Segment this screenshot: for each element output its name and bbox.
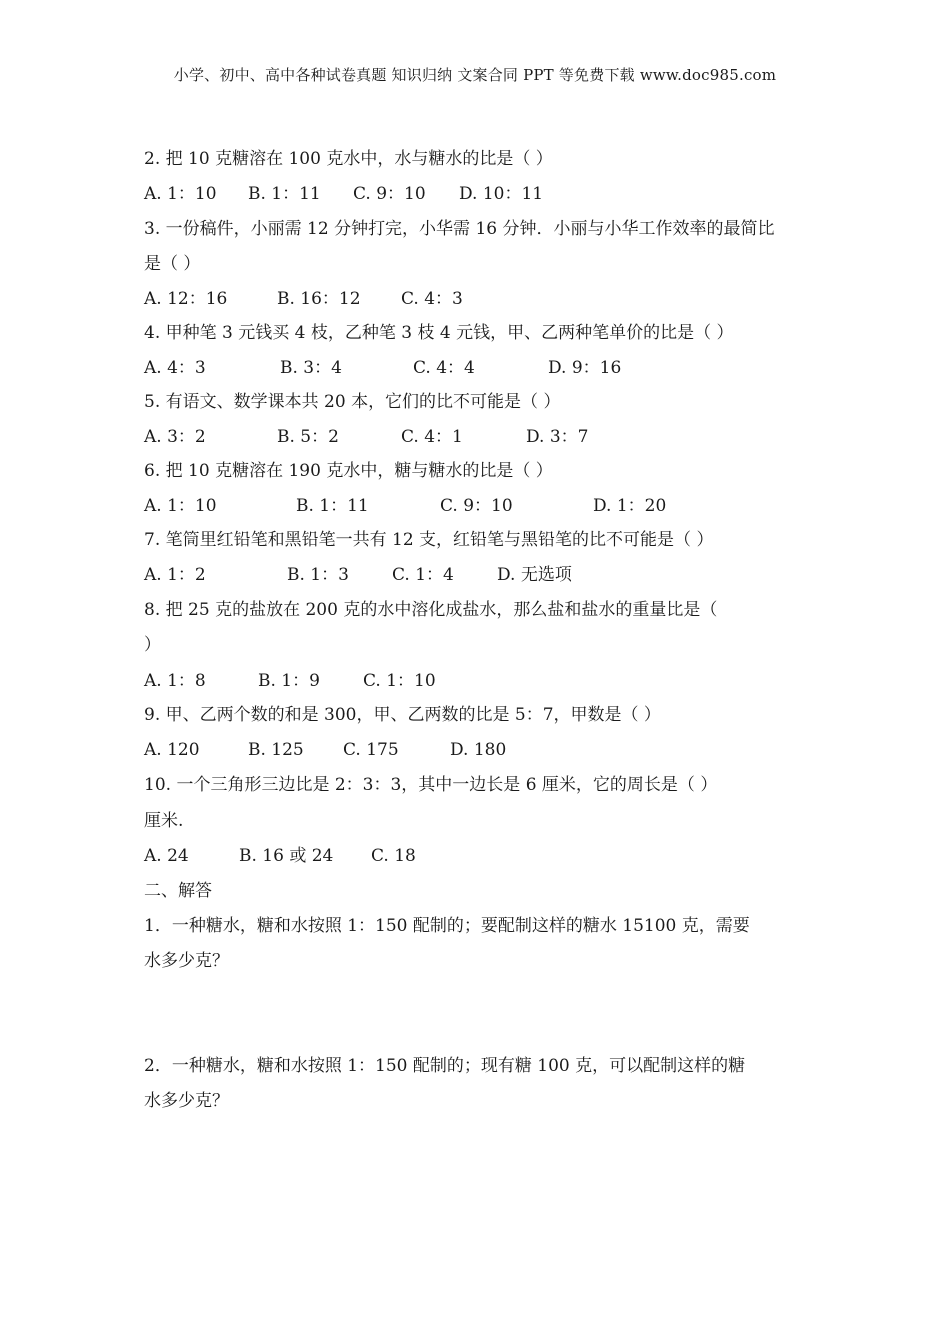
answer-question-2-cont: 水多少克？ xyxy=(144,1091,229,1111)
option-c: C. 18 xyxy=(371,846,416,866)
option-b: B. 1：11 xyxy=(248,184,321,204)
option-a: A. 1：10 xyxy=(144,184,217,204)
question-8-text-cont: ） xyxy=(144,635,161,655)
option-d: D. 9：16 xyxy=(548,358,622,378)
question-3-text-cont: 是（ ） xyxy=(144,254,201,274)
answer-question-1: 1．一种糖水，糖和水按照 1：150 配制的；要配制这样的糖水 15100 克，需要 xyxy=(144,916,750,936)
option-d: D. 无选项 xyxy=(497,565,572,585)
question-3-text: 3. 一份稿件，小丽需 12 分钟打完，小华需 16 分钟．小丽与小华工作效率的最简比 xyxy=(144,219,775,239)
option-c: C. 9：10 xyxy=(353,184,426,204)
option-a: A. 4：3 xyxy=(144,358,206,378)
question-10-text-cont: 厘米. xyxy=(144,811,184,831)
answer-question-2: 2．一种糖水，糖和水按照 1：150 配制的；现有糖 100 克，可以配制这样的糖 xyxy=(144,1056,746,1076)
option-d: D. 3：7 xyxy=(526,427,589,447)
option-c: C. 1：4 xyxy=(392,565,454,585)
option-b: B. 125 xyxy=(248,740,304,760)
option-a: A. 120 xyxy=(144,740,200,760)
option-b: B. 1：9 xyxy=(258,671,320,691)
option-d: D. 180 xyxy=(450,740,507,760)
option-b: B. 16：12 xyxy=(277,289,361,309)
page-header: 小学、初中、高中各种试卷真题 知识归纳 文案合同 PPT 等免费下载 www.doc985.com xyxy=(173,66,777,84)
option-c: C. 4：4 xyxy=(413,358,475,378)
option-c: C. 175 xyxy=(343,740,399,760)
option-d: D. 1：20 xyxy=(593,496,667,516)
question-8-text: 8. 把 25 克的盐放在 200 克的水中溶化成盐水，那么盐和盐水的重量比是（ xyxy=(144,600,718,620)
option-b: B. 16 或 24 xyxy=(239,846,334,866)
question-2-text: 2. 把 10 克糖溶在 100 克水中，水与糖水的比是（ ） xyxy=(144,149,553,169)
option-c: C. 4：3 xyxy=(401,289,463,309)
question-4-text: 4. 甲种笔 3 元钱买 4 枝，乙种笔 3 枝 4 元钱，甲、乙两种笔单价的比是（ ） xyxy=(144,323,734,343)
option-b: B. 1：3 xyxy=(287,565,349,585)
option-c: C. 4：1 xyxy=(401,427,463,447)
question-9-text: 9. 甲、乙两个数的和是 300，甲、乙两数的比是 5：7，甲数是（ ） xyxy=(144,705,661,725)
question-5-text: 5. 有语文、数学课本共 20 本，它们的比不可能是（ ） xyxy=(144,392,561,412)
option-a: A. 12：16 xyxy=(144,289,228,309)
question-10-text: 10. 一个三角形三边比是 2：3：3，其中一边长是 6 厘米，它的周长是（ ） xyxy=(144,775,718,795)
answer-question-1-cont: 水多少克？ xyxy=(144,951,229,971)
option-d: D. 10：11 xyxy=(459,184,544,204)
question-6-text: 6. 把 10 克糖溶在 190 克水中，糖与糖水的比是（ ） xyxy=(144,461,553,481)
option-a: A. 1：10 xyxy=(144,496,217,516)
option-c: C. 9：10 xyxy=(440,496,513,516)
option-a: A. 1：8 xyxy=(144,671,206,691)
section-title: 二、解答 xyxy=(144,881,212,901)
option-a: A. 24 xyxy=(144,846,189,866)
option-b: B. 5：2 xyxy=(277,427,339,447)
option-b: B. 1：11 xyxy=(296,496,369,516)
option-a: A. 1：2 xyxy=(144,565,206,585)
option-b: B. 3：4 xyxy=(280,358,342,378)
option-a: A. 3：2 xyxy=(144,427,206,447)
question-7-text: 7. 笔筒里红铅笔和黑铅笔一共有 12 支，红铅笔与黑铅笔的比不可能是（ ） xyxy=(144,530,714,550)
option-c: C. 1：10 xyxy=(363,671,436,691)
